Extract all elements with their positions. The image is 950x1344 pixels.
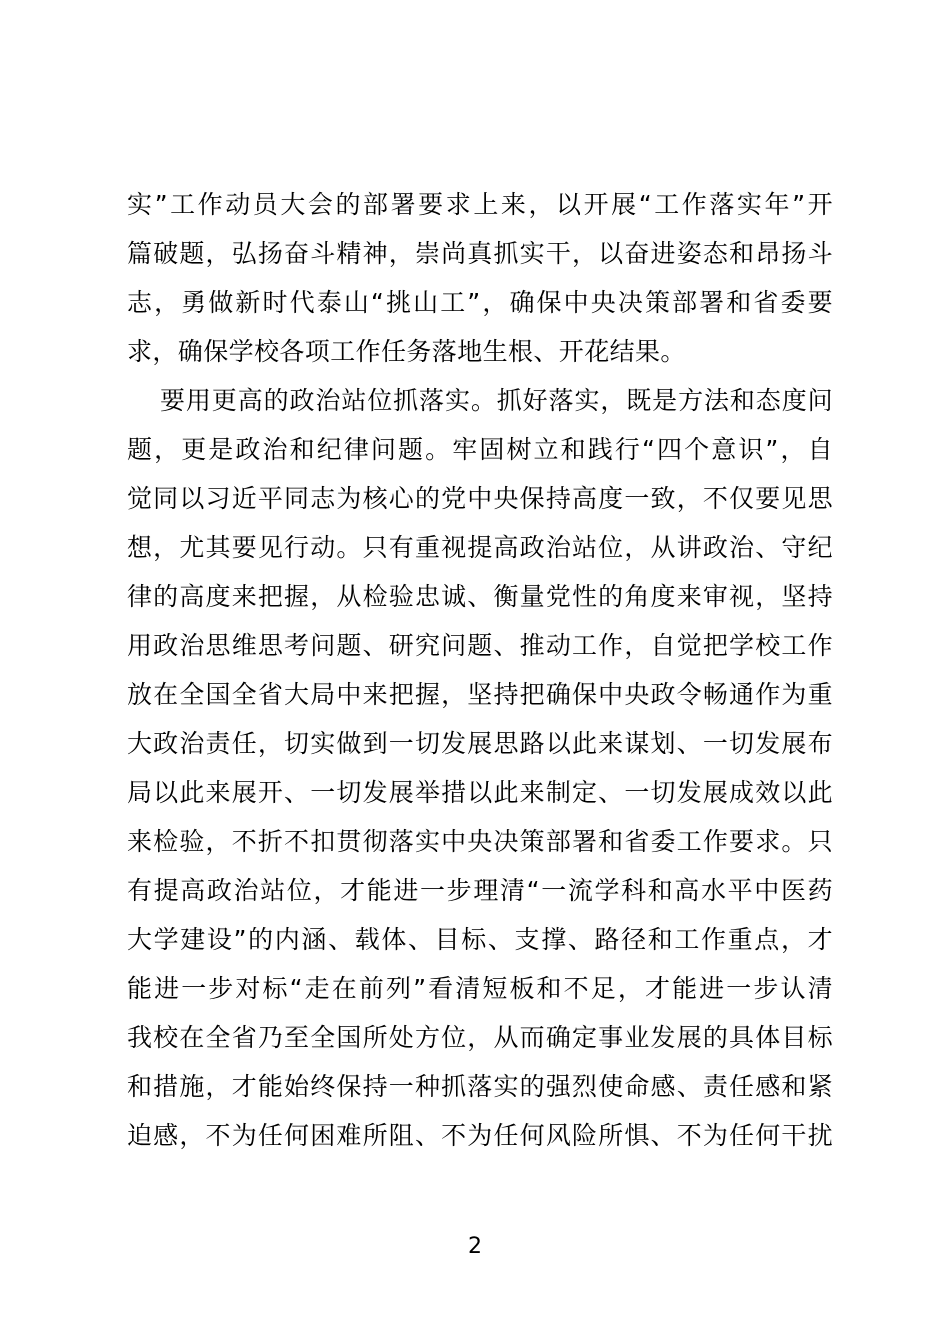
text-line: 要用更高的政治站位抓落实。抓好落实，既是方法和态度问 <box>160 386 833 415</box>
page-number: 2 <box>468 1234 482 1259</box>
text-line: 题，更是政治和纪律问题。牢固树立和践行“四个意识”，自 <box>127 435 833 464</box>
text-line: 局以此来展开、一切发展举措以此来制定、一切发展成效以此 <box>127 778 833 807</box>
text-line: 有提高政治站位，才能进一步理清“一流学科和高水平中医药 <box>127 876 833 905</box>
text-line: 想，尤其要见行动。只有重视提高政治站位，从讲政治、守纪 <box>127 533 833 562</box>
text-line: 来检验，不折不扣贯彻落实中央决策部署和省委工作要求。只 <box>127 827 833 856</box>
text-line: 志，勇做新时代泰山“挑山工”，确保中央决策部署和省委要 <box>127 288 833 317</box>
text-line: 大学建设”的内涵、载体、目标、支撑、路径和工作重点，才 <box>127 925 833 954</box>
text-line: 放在全国全省大局中来把握，坚持把确保中央政令畅通作为重 <box>127 680 833 709</box>
text-line: 用政治思维思考问题、研究问题、推动工作，自觉把学校工作 <box>127 631 833 660</box>
body-text <box>127 180 833 1160</box>
text-line: 我校在全省乃至全国所处方位，从而确定事业发展的具体目标 <box>127 1023 833 1052</box>
text-line: 律的高度来把握，从检验忠诚、衡量党性的角度来审视，坚持 <box>127 582 833 611</box>
text-line: 能进一步对标“走在前列”看清短板和不足，才能进一步认清 <box>127 974 833 1003</box>
text-line: 篇破题，弘扬奋斗精神，崇尚真抓实干，以奋进姿态和昂扬斗 <box>127 239 833 268</box>
text-line: 求，确保学校各项工作任务落地生根、开花结果。 <box>127 337 686 366</box>
text-line: 大政治责任，切实做到一切发展思路以此来谋划、一切发展布 <box>127 729 833 758</box>
text-line: 觉同以习近平同志为核心的党中央保持高度一致，不仅要见思 <box>127 484 833 513</box>
text-line: 实”工作动员大会的部署要求上来，以开展“工作落实年”开 <box>127 190 833 219</box>
text-line: 和措施，才能始终保持一种抓落实的强烈使命感、责任感和紧 <box>127 1072 833 1101</box>
text-line: 迫感，不为任何困难所阻、不为任何风险所惧、不为任何干扰 <box>127 1121 833 1150</box>
